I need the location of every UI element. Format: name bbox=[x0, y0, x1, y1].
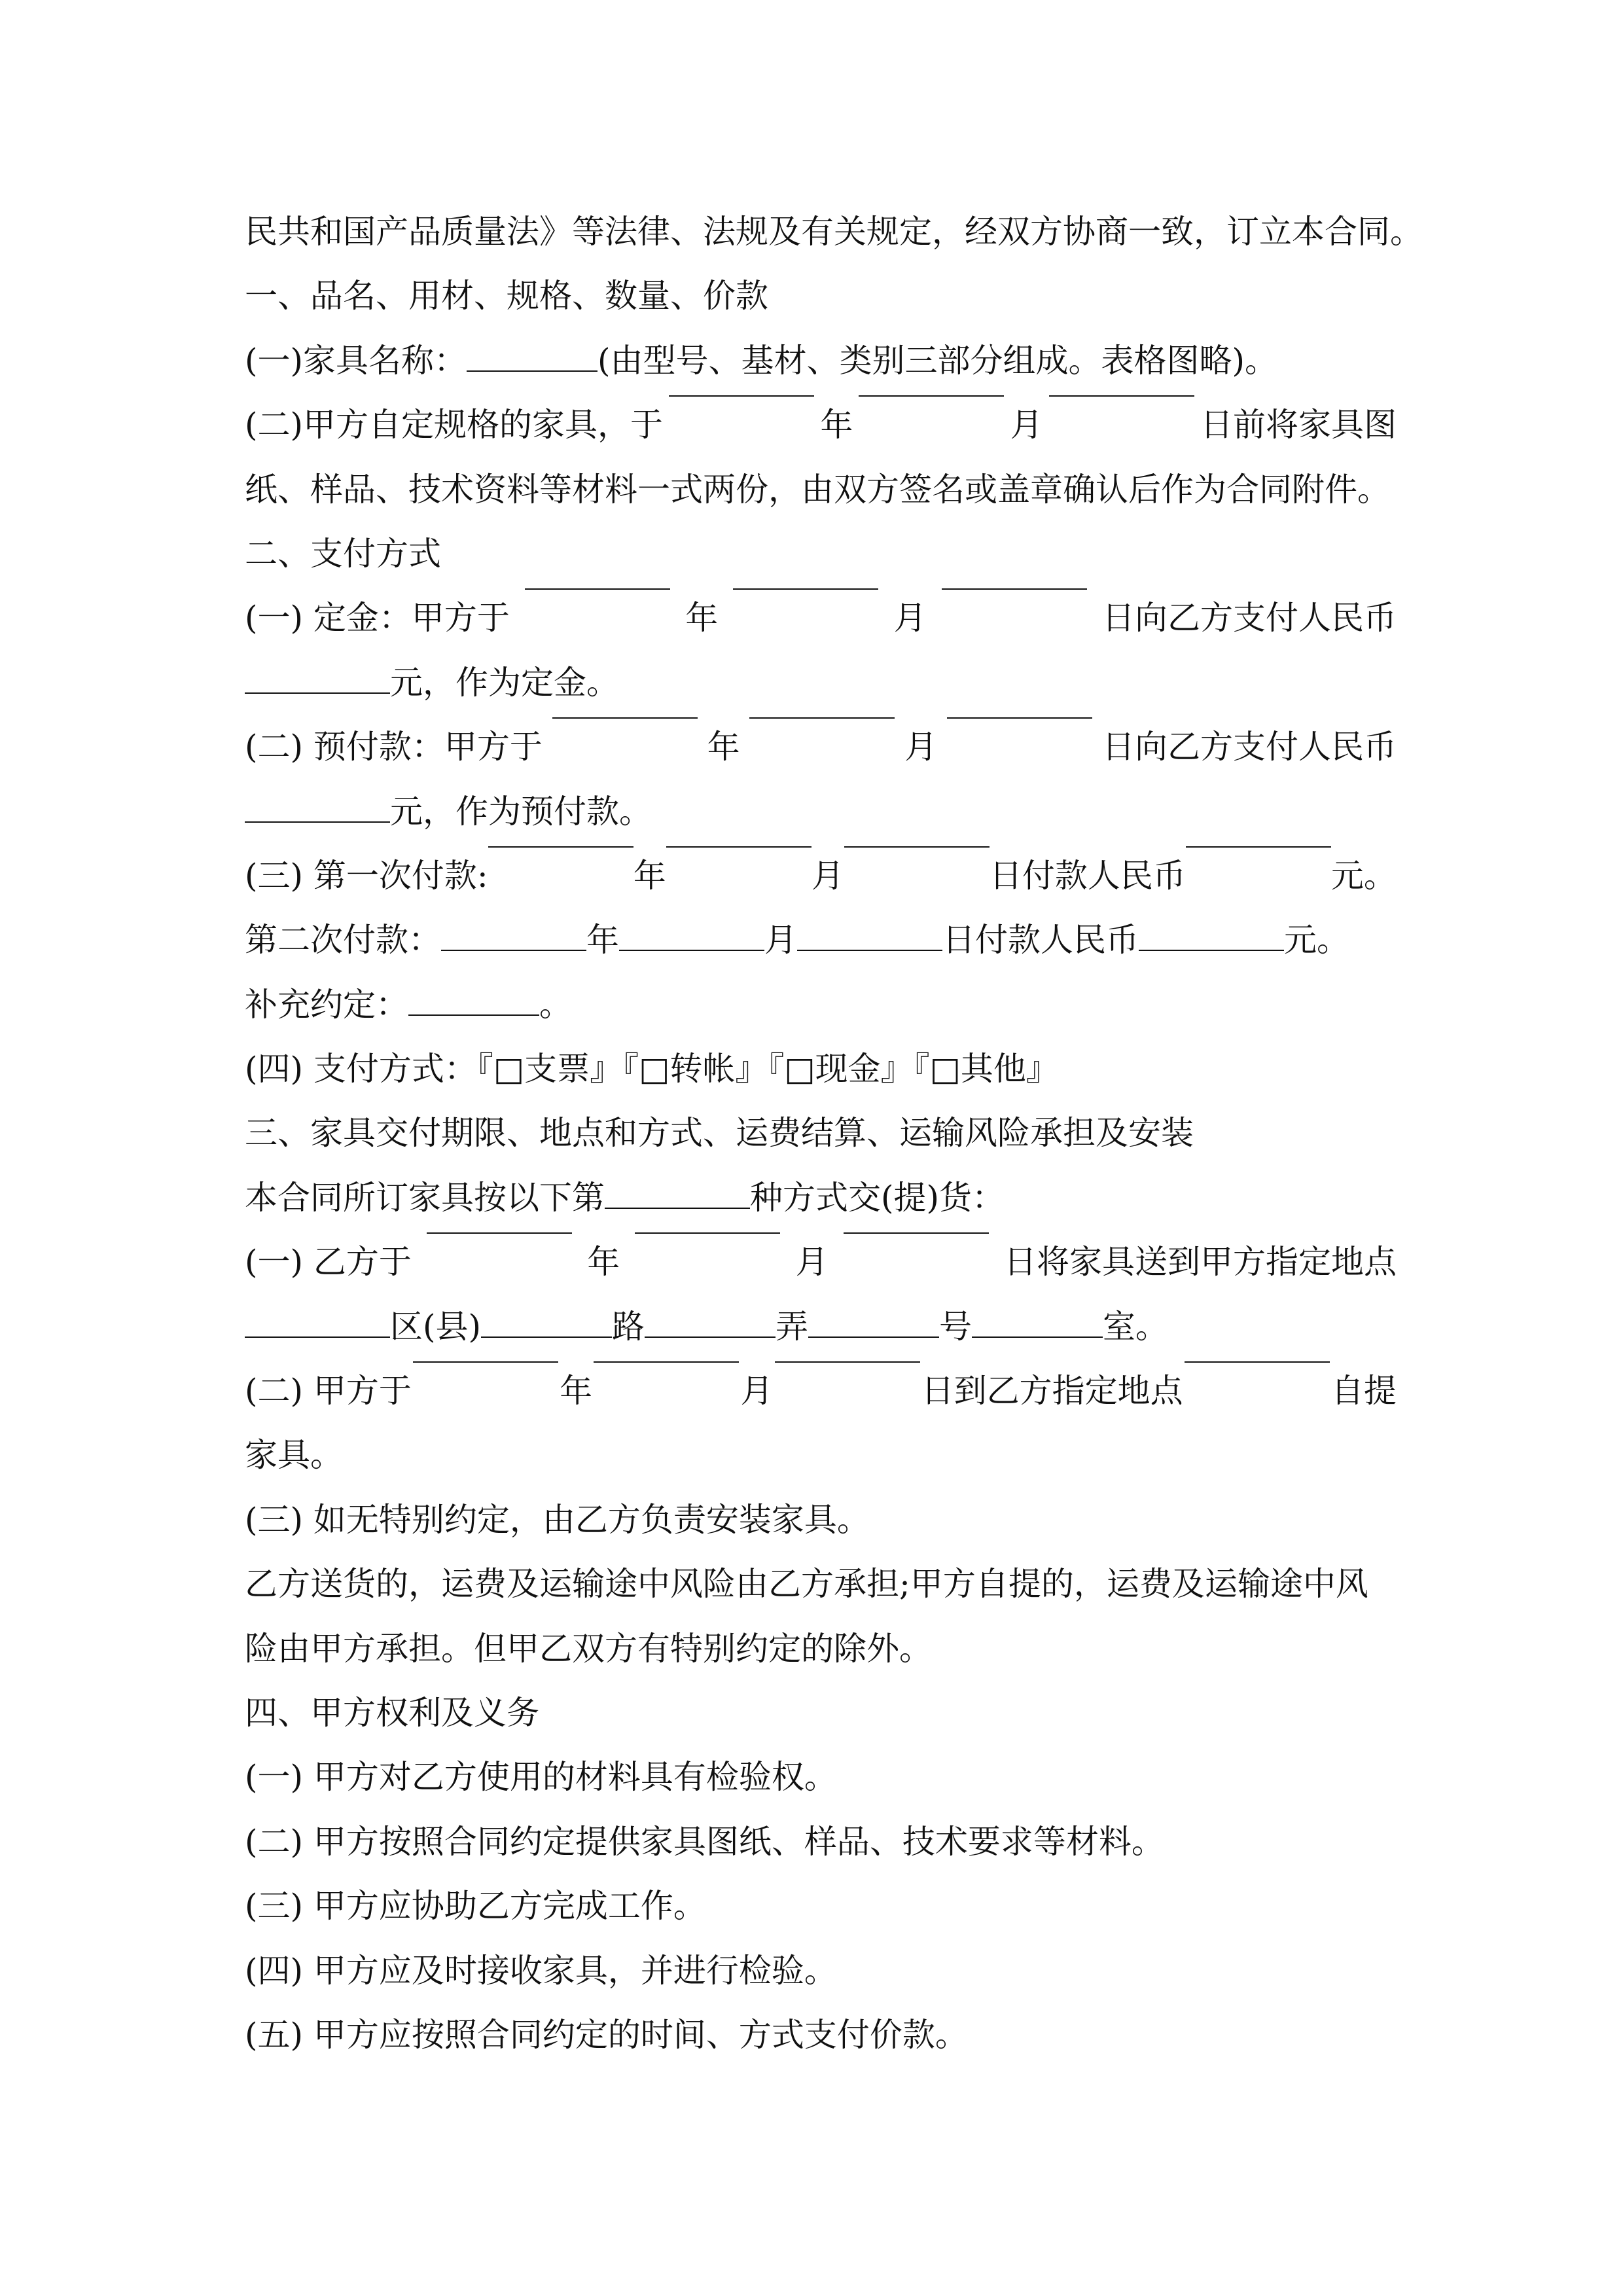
text-segment: 乙方送货的，运费及运输途中风险由乙方承担;甲方自提的，运费及运输途中风 bbox=[245, 1565, 1368, 1604]
text-segment: 路 bbox=[612, 1307, 645, 1346]
fill-in-blank[interactable] bbox=[972, 1334, 1103, 1338]
text-segment: 月 bbox=[811, 856, 844, 895]
text-segment: 月 bbox=[764, 921, 797, 960]
fill-in-blank[interactable] bbox=[408, 1012, 539, 1016]
fill-in-blank[interactable] bbox=[797, 947, 942, 951]
fill-in-blank[interactable] bbox=[467, 368, 597, 372]
fill-in-blank[interactable] bbox=[605, 1205, 750, 1209]
text-segment: 纸、样品、技术资料等材料一式两份，由双方签名或盖章确认后作为合同附件。 bbox=[245, 470, 1390, 509]
fill-in-blank[interactable] bbox=[1185, 1359, 1330, 1363]
text-segment: 日到乙方指定地点 bbox=[921, 1372, 1183, 1410]
text-segment: 月 bbox=[1010, 406, 1043, 444]
section-heading bbox=[245, 1681, 1397, 1745]
text-segment: (一) 甲方对乙方使用的材料具有检验权。 bbox=[245, 1758, 837, 1797]
text-segment: 本合同所订家具按以下第 bbox=[245, 1178, 605, 1217]
text-segment: 区(县) bbox=[390, 1307, 482, 1346]
fill-in-blank[interactable] bbox=[859, 393, 1004, 397]
text-segment: 日前将家具图 bbox=[1200, 406, 1397, 444]
text-segment: 年 bbox=[820, 406, 853, 444]
text-segment: 元，作为预付款。 bbox=[390, 792, 652, 831]
fill-in-blank[interactable] bbox=[481, 1334, 612, 1338]
clause-buyer-pickup bbox=[245, 1359, 1397, 1423]
fill-in-blank[interactable] bbox=[245, 819, 390, 823]
clause-supplement bbox=[245, 973, 1397, 1037]
text-segment: 二、支付方式 bbox=[245, 534, 441, 573]
clause-prepayment bbox=[245, 715, 1397, 779]
text-segment: (由型号、基材、类别三部分组成。表格图略)。 bbox=[597, 341, 1278, 380]
fill-in-blank[interactable] bbox=[245, 1334, 390, 1338]
text-segment: 一、品名、用材、规格、数量、价款 bbox=[245, 277, 768, 315]
fill-in-blank[interactable] bbox=[488, 844, 633, 848]
text-segment: 日向乙方支付人民币 bbox=[1101, 728, 1397, 766]
fill-in-blank[interactable] bbox=[775, 1359, 920, 1363]
fill-in-blank[interactable] bbox=[245, 690, 390, 694]
text-segment: 年 bbox=[587, 1243, 620, 1282]
text-segment: (一)家具名称： bbox=[245, 341, 467, 380]
fill-in-blank[interactable] bbox=[733, 586, 878, 590]
fill-in-blank[interactable] bbox=[749, 715, 895, 719]
text-segment: 日付款人民币 bbox=[942, 921, 1139, 960]
text-segment: 年 bbox=[560, 1372, 593, 1410]
paragraph-line bbox=[245, 1423, 1397, 1487]
clause-furniture-name bbox=[245, 329, 1397, 393]
text-segment: 日付款人民币 bbox=[989, 856, 1186, 895]
fill-in-blank[interactable] bbox=[619, 947, 764, 951]
fill-in-blank[interactable] bbox=[645, 1334, 776, 1338]
text-segment: 日将家具送到甲方指定地点 bbox=[1003, 1243, 1397, 1282]
clause-deposit-amount bbox=[245, 651, 1397, 715]
text-segment: 自提 bbox=[1330, 1372, 1397, 1410]
text-segment: 元。 bbox=[1330, 856, 1397, 895]
fill-in-blank[interactable] bbox=[427, 1230, 572, 1234]
section-heading bbox=[245, 522, 1397, 586]
section-heading bbox=[245, 1101, 1397, 1165]
fill-in-blank[interactable] bbox=[844, 844, 990, 848]
clause-item bbox=[245, 1810, 1397, 1874]
text-segment: (一) 定金：甲方于 bbox=[245, 599, 510, 637]
fill-in-blank[interactable] bbox=[808, 1334, 939, 1338]
text-segment: 。 bbox=[539, 985, 572, 1024]
clause-seller-delivery bbox=[245, 1230, 1397, 1294]
text-segment: (一) 乙方于 bbox=[245, 1243, 412, 1282]
clause-delivery-option bbox=[245, 1166, 1397, 1230]
text-segment: (五) 甲方应按照合同约定的时间、方式支付价款。 bbox=[245, 2015, 968, 2054]
clause-deposit bbox=[245, 586, 1397, 650]
clause-second-payment bbox=[245, 908, 1397, 972]
text-segment: 月 bbox=[795, 1243, 829, 1282]
text-segment: 四、甲方权利及义务 bbox=[245, 1693, 539, 1732]
paragraph-line bbox=[245, 457, 1397, 522]
text-segment: 年 bbox=[707, 728, 740, 766]
text-segment: 号 bbox=[939, 1307, 972, 1346]
section-heading bbox=[245, 264, 1397, 328]
text-segment: (三) 如无特别约定，由乙方负责安装家具。 bbox=[245, 1500, 870, 1539]
text-segment: 月 bbox=[893, 599, 927, 637]
paragraph-line bbox=[245, 200, 1423, 264]
fill-in-blank[interactable] bbox=[844, 1230, 989, 1234]
clause-item bbox=[245, 1874, 1397, 1938]
fill-in-blank[interactable] bbox=[1186, 844, 1331, 848]
fill-in-blank[interactable] bbox=[594, 1359, 739, 1363]
text-segment: (二) 甲方于 bbox=[245, 1372, 412, 1410]
text-segment: 年 bbox=[633, 856, 666, 895]
fill-in-blank[interactable] bbox=[942, 586, 1087, 590]
text-segment: 年 bbox=[685, 599, 719, 637]
clause-custom-spec bbox=[245, 393, 1397, 457]
fill-in-blank[interactable] bbox=[947, 715, 1092, 719]
text-segment: (二) 预付款：甲方于 bbox=[245, 728, 543, 766]
contract-body bbox=[245, 200, 1423, 2067]
clause-first-payment bbox=[245, 844, 1397, 908]
clause-payment-method bbox=[245, 1037, 1397, 1101]
clause-installation bbox=[245, 1488, 1397, 1552]
clause-item bbox=[245, 2003, 1397, 2067]
text-segment: 三、家具交付期限、地点和方式、运费结算、运输风险承担及安装 bbox=[245, 1114, 1194, 1153]
text-segment: 种方式交(提)货： bbox=[750, 1178, 1005, 1217]
fill-in-blank[interactable] bbox=[1049, 393, 1194, 397]
paragraph-line bbox=[245, 1617, 1397, 1681]
fill-in-blank[interactable] bbox=[666, 844, 812, 848]
text-segment: 日向乙方支付人民币 bbox=[1101, 599, 1397, 637]
text-segment: 月 bbox=[904, 728, 938, 766]
text-segment: (二) 甲方按照合同约定提供家具图纸、样品、技术要求等材料。 bbox=[245, 1822, 1164, 1861]
text-segment: 年 bbox=[586, 921, 619, 960]
clause-item bbox=[245, 1745, 1397, 1809]
text-segment: 家具。 bbox=[245, 1436, 343, 1475]
text-segment: 元，作为定金。 bbox=[390, 663, 619, 702]
fill-in-blank[interactable] bbox=[525, 586, 670, 590]
text-segment: 弄 bbox=[776, 1307, 809, 1346]
text-segment: (三) 第一次付款: bbox=[245, 856, 488, 895]
text-segment: 元。 bbox=[1284, 921, 1349, 960]
text-segment: (三) 甲方应协助乙方完成工作。 bbox=[245, 1887, 706, 1926]
clause-address bbox=[245, 1295, 1397, 1359]
text-segment: 民共和国产品质量法》等法律、法规及有关规定，经双方协商一致，订立本合同。 bbox=[245, 213, 1423, 251]
text-segment: 月 bbox=[740, 1372, 774, 1410]
fill-in-blank[interactable] bbox=[441, 947, 586, 951]
fill-in-blank[interactable] bbox=[1139, 947, 1284, 951]
clause-prepayment-amount bbox=[245, 780, 1397, 844]
text-segment: 第二次付款： bbox=[245, 921, 441, 960]
text-segment: 险由甲方承担。但甲乙双方有特别约定的除外。 bbox=[245, 1629, 932, 1668]
text-segment: (二)甲方自定规格的家具，于 bbox=[245, 406, 664, 444]
clause-item bbox=[245, 1939, 1397, 2003]
text-segment: (四) 支付方式：『□支票』『□转帐』『□现金』『□其他』 bbox=[245, 1050, 1059, 1088]
fill-in-blank[interactable] bbox=[552, 715, 698, 719]
fill-in-blank[interactable] bbox=[669, 393, 814, 397]
paragraph-line bbox=[245, 1552, 1397, 1616]
text-segment: 补充约定： bbox=[245, 985, 408, 1024]
text-segment: (四) 甲方应及时接收家具，并进行检验。 bbox=[245, 1951, 837, 1990]
text-segment: 室。 bbox=[1103, 1307, 1169, 1346]
fill-in-blank[interactable] bbox=[635, 1230, 780, 1234]
fill-in-blank[interactable] bbox=[413, 1359, 558, 1363]
